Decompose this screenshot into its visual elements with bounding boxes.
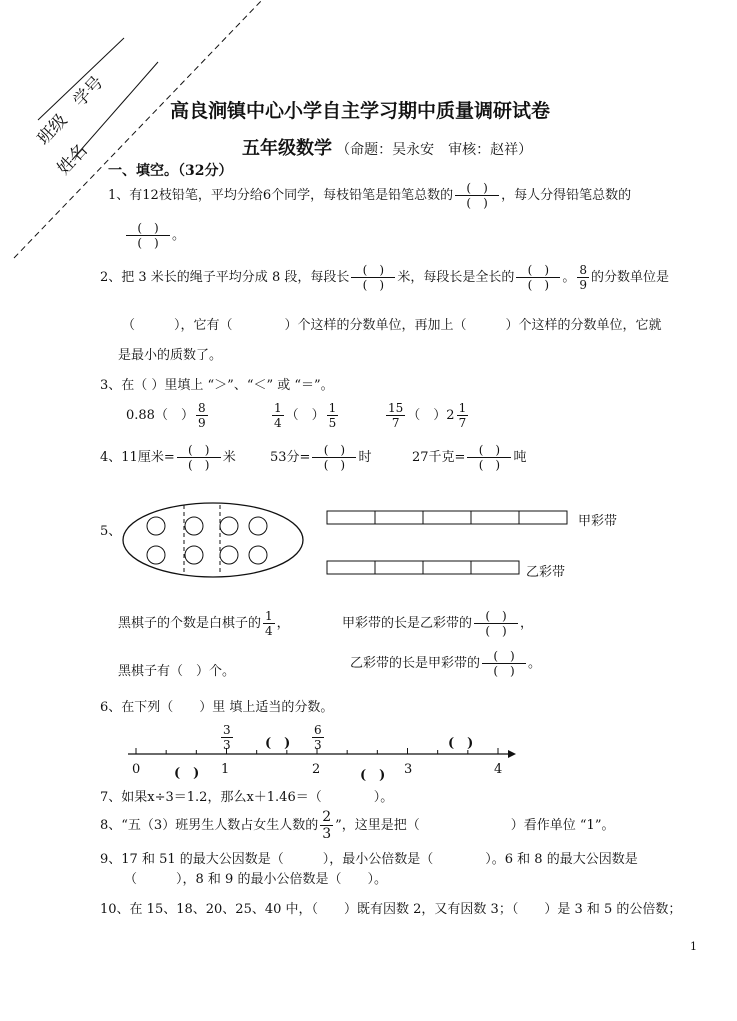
q6-blank-above-1[interactable]: ( )	[265, 736, 291, 751]
q1-answer-fraction-2[interactable]	[126, 222, 170, 249]
oval-outline	[123, 503, 303, 577]
question-9-line2: （ ），8 和 9 的最小公倍数是（ ）。	[124, 872, 387, 887]
q3-item-1	[126, 402, 210, 429]
denominator: 4	[265, 624, 273, 638]
q3-item1-left: 0.88（ ）	[126, 408, 194, 423]
q5-line-2-right	[350, 650, 541, 677]
question-10: 10、在 15、18、20、25、40 中，（ ）既有因数 2，又有因数 3；（ ）是 3 和 5 的公倍数；	[100, 902, 682, 917]
name-label: 姓名	[53, 140, 92, 180]
piece	[249, 517, 267, 535]
question-4-c	[412, 444, 526, 471]
q4-answer-fraction-1[interactable]	[177, 444, 221, 471]
q4-answer-fraction-2[interactable]	[312, 444, 356, 471]
question-1	[108, 182, 631, 209]
axis-arrow	[508, 750, 516, 758]
q1-end: 。	[172, 228, 186, 243]
question-2-line2: （ ），它有（ ）个这样的分数单位，再加上（ ）个这样的分数单位，它就	[122, 318, 662, 333]
denominator-blank: ( )	[312, 457, 356, 471]
q2-text-a: 2、把 3 米长的绳子平均分成 8 段，每段长	[100, 270, 350, 285]
numerator-blank: ( )	[137, 221, 159, 235]
q5-answer-fraction-2[interactable]	[482, 650, 526, 677]
denominator: 9	[197, 416, 206, 430]
question-3: 3、在（ ）里填上 “＞”、“＜” 或 “＝”。	[100, 378, 334, 393]
exam-title: 高良涧镇中心小学自主学习期中质量调研试卷	[170, 100, 551, 122]
id-label: 学号	[69, 72, 108, 112]
q3-fraction-8-9	[196, 402, 208, 429]
q5-fraction-1-4	[263, 610, 275, 637]
q6-fraction-6-3	[310, 724, 326, 751]
q3-fraction-1-7	[457, 402, 469, 429]
numerator: 1	[274, 401, 282, 415]
q2-fraction-8-9	[577, 264, 589, 291]
tick-label-4: 4	[494, 762, 503, 777]
piece	[220, 517, 238, 535]
numerator-blank: ( )	[527, 263, 550, 277]
question-4	[100, 444, 236, 471]
exam-credits: （命题：吴永安 审核：赵祥）	[336, 142, 533, 158]
numerator-blank: ( )	[485, 609, 507, 623]
q4-label-1: 4、11厘米=	[100, 450, 175, 465]
q2-text-c: 。	[562, 270, 576, 285]
denominator-blank: ( )	[177, 457, 221, 471]
denominator: 3	[314, 738, 322, 752]
q5-line1-b: ，	[276, 616, 290, 631]
piece	[220, 546, 238, 564]
q5-line2-d: 。	[528, 656, 542, 671]
q4-label-3: 27千克=	[412, 450, 466, 465]
q4-label-2: 53分=	[270, 450, 311, 465]
q5-line-2-left: 黑棋子有（ ）个。	[118, 664, 236, 679]
piece	[185, 517, 203, 535]
tick-label-0: 0	[132, 762, 141, 777]
q3-fraction-1-5	[327, 402, 339, 429]
question-2	[100, 264, 669, 291]
tick-label-1: 1	[221, 762, 230, 777]
numerator: 1	[265, 609, 273, 623]
q5-answer-fraction-1[interactable]	[474, 610, 518, 637]
q3-item3-whole: 2	[446, 408, 455, 423]
tick-label-2: 2	[312, 762, 321, 777]
question-9-line1: 9、17 和 51 的最大公因数是（ ），最小公倍数是（ ）。6 和 8 的最大公因数是	[100, 852, 638, 867]
denominator: 3	[223, 738, 231, 752]
question-5-label: 5、	[100, 524, 122, 539]
denominator: 7	[386, 415, 405, 429]
q4-unit-1: 米	[222, 450, 236, 465]
numerator: 1	[458, 401, 467, 415]
numerator: 1	[328, 401, 337, 415]
q6-blank-below-2[interactable]: ( )	[360, 768, 386, 783]
numerator-blank: ( )	[466, 181, 488, 195]
denominator: 5	[328, 416, 337, 430]
numerator-blank: ( )	[362, 263, 385, 277]
section-title: 一、填空。（32分）	[108, 163, 233, 179]
question-2-line3: 是最小的质数了。	[118, 348, 223, 363]
q2-text-b: 米，每段长是全长的	[397, 270, 515, 285]
chess-pieces-figure	[118, 500, 308, 580]
q1-text-b: ，每人分得铅笔总数的	[501, 188, 632, 203]
q5-line1-a: 黑棋子的个数是白棋子的	[118, 616, 262, 631]
page-number: 1	[690, 940, 697, 953]
denominator-blank: ( )	[126, 235, 170, 249]
piece	[185, 546, 203, 564]
question-4-b	[270, 444, 371, 471]
question-7: 7、如果x÷3＝1.2，那么x＋1.46＝（ ）。	[100, 790, 394, 805]
numerator: 8	[579, 263, 588, 277]
q2-answer-fraction-2[interactable]	[516, 264, 560, 291]
q8-text-a: 8、“五（3）班男生人数占女生人数的	[100, 818, 319, 833]
numerator-blank: ( )	[478, 443, 501, 457]
q1-answer-fraction-1[interactable]	[455, 182, 499, 209]
question-1-cont	[124, 222, 185, 249]
ribbon-a-label: 甲彩带	[578, 514, 618, 529]
numerator: 2	[322, 809, 332, 825]
piece	[147, 546, 165, 564]
q3-item2-blank[interactable]: （ ）	[285, 408, 325, 423]
q5-line-1-right	[342, 610, 533, 637]
piece	[147, 517, 165, 535]
q2-answer-fraction-1[interactable]	[351, 264, 395, 291]
q4-unit-2: 时	[358, 450, 372, 465]
denominator: 3	[322, 826, 332, 842]
denominator-blank: ( )	[474, 623, 518, 637]
exam-subtitle-row	[242, 134, 532, 160]
q3-item-3	[384, 402, 470, 429]
ribbon-a-bar	[327, 511, 567, 524]
q8-text-b: ”，这里是把（ ）看作单位 “1”。	[335, 818, 615, 833]
piece	[249, 546, 267, 564]
q3-fraction-15-7	[386, 402, 405, 429]
q5-line1-d: ，	[520, 616, 534, 631]
denominator-blank: ( )	[351, 277, 395, 291]
q5-line2-c: 乙彩带的长是甲彩带的	[350, 656, 481, 671]
q3-item-2	[270, 402, 340, 429]
tick-label-3: 3	[404, 762, 413, 777]
q4-answer-fraction-3[interactable]	[467, 444, 511, 471]
numerator: 3	[223, 723, 231, 737]
q6-fraction-3-3	[219, 724, 235, 751]
denominator: 4	[274, 416, 282, 430]
numerator: 8	[197, 401, 206, 415]
q4-unit-3: 吨	[513, 450, 527, 465]
class-label: 班级	[33, 110, 72, 150]
ribbon-b-label: 乙彩带	[526, 565, 566, 580]
numerator: 6	[314, 723, 322, 737]
numerator-blank: ( )	[188, 443, 210, 457]
numerator: 15	[388, 401, 404, 415]
denominator-blank: ( )	[455, 195, 499, 209]
q3-item3-blank[interactable]: （ ）	[407, 408, 447, 423]
exam-subtitle: 五年级数学	[242, 138, 332, 159]
numerator-blank: ( )	[323, 443, 346, 457]
q5-line-1-left	[118, 610, 290, 637]
q1-text-a: 1、有12枝铅笔，平均分给6个同学，每枝铅笔是铅笔总数的	[108, 188, 454, 203]
q2-text-d: 的分数单位是	[591, 270, 670, 285]
denominator: 7	[458, 416, 467, 430]
question-6: 6、在下列（ ）里 填上适当的分数。	[100, 700, 334, 715]
numerator-blank: ( )	[493, 649, 515, 663]
question-8	[100, 810, 614, 841]
denominator: 9	[579, 278, 588, 292]
q3-fraction-1-4	[272, 402, 284, 429]
q6-blank-below-1[interactable]: ( )	[174, 766, 200, 781]
denominator-blank: ( )	[516, 277, 560, 291]
q6-blank-above-2[interactable]: ( )	[448, 736, 474, 751]
q8-fraction-2-3	[320, 810, 333, 841]
denominator-blank: ( )	[467, 457, 511, 471]
q5-line1-c: 甲彩带的长是乙彩带的	[342, 616, 473, 631]
denominator-blank: ( )	[482, 663, 526, 677]
